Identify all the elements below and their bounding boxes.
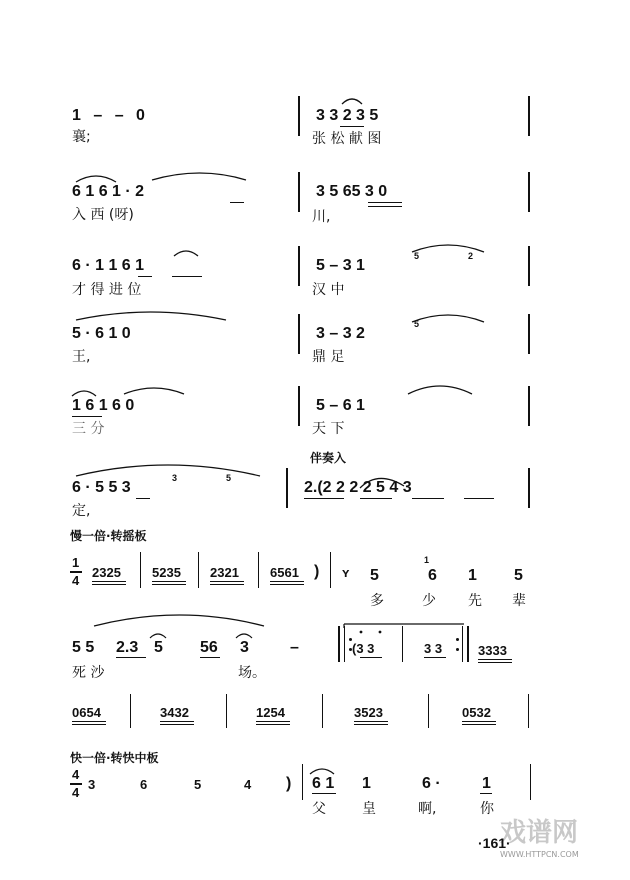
beam-line xyxy=(270,581,304,582)
beam-line xyxy=(462,721,496,722)
note-group: 2.3 xyxy=(116,639,139,656)
beam-line xyxy=(304,498,344,499)
beam-line xyxy=(160,724,194,725)
measure: 3432 xyxy=(160,705,189,720)
row3-notes-left: 6 · 1 1 6 1 xyxy=(72,257,145,274)
lyric: 死 沙 xyxy=(72,665,105,681)
row1-notes-left: 1 – – 0 xyxy=(72,107,145,124)
note: 1 xyxy=(482,775,491,792)
note: – xyxy=(290,639,299,656)
note: 5 xyxy=(514,567,523,584)
note: 1 xyxy=(468,567,477,584)
watermark-logo: 戏谱网 xyxy=(500,818,579,848)
barline xyxy=(530,764,531,800)
lyric: 少 xyxy=(422,593,436,609)
row6-notes-right: 2.(2 2 2 2 5 4 3 xyxy=(304,479,412,496)
lyric: 多 xyxy=(370,593,384,609)
lyric: 场。 xyxy=(238,665,266,681)
page-number: ·161· xyxy=(478,835,511,851)
beam-line xyxy=(270,584,304,585)
lyric: 皇 xyxy=(362,801,376,817)
beam-line xyxy=(92,581,126,582)
barline xyxy=(226,694,227,728)
barline xyxy=(258,552,259,588)
barline xyxy=(402,626,403,662)
note: 5 xyxy=(154,639,163,656)
beam-line xyxy=(354,721,388,722)
beam-line xyxy=(360,657,382,658)
barline xyxy=(130,694,131,728)
note: 3 xyxy=(240,639,249,656)
note: 5 xyxy=(194,777,202,792)
beam-line xyxy=(72,721,106,722)
barline xyxy=(322,694,323,728)
row1-notes-right: 3 3 2 3 5 xyxy=(316,107,379,124)
repeat-dot xyxy=(456,638,459,641)
lyric: 父 xyxy=(312,801,326,817)
section-tempo-label: 快一倍·转快中板 xyxy=(70,751,159,765)
lyric: 先 xyxy=(468,593,482,609)
beam-line xyxy=(412,498,444,499)
watermark-url: WWW.HTTPCN.COM xyxy=(500,850,579,859)
beam-line xyxy=(172,276,202,277)
time-signature-top: 1 xyxy=(72,555,80,570)
beam-line xyxy=(464,498,494,499)
note-group: 6 · xyxy=(422,775,441,792)
measure: 2325 xyxy=(92,565,121,580)
barline xyxy=(198,552,199,588)
barline xyxy=(528,314,530,354)
time-signature-bottom: 4 xyxy=(72,573,80,588)
barline xyxy=(528,694,529,728)
barline xyxy=(286,468,288,508)
measure: 6561 xyxy=(270,565,299,580)
measure: 3333 xyxy=(478,643,507,658)
row2-lyrics-right: 川, xyxy=(312,209,331,225)
beam-line xyxy=(462,724,496,725)
grace-note: 1 xyxy=(424,555,430,565)
barline xyxy=(298,246,300,286)
measure: 2321 xyxy=(210,565,239,580)
close-paren: ) xyxy=(286,775,292,792)
row5-lyrics-right: 天 下 xyxy=(312,421,345,437)
barline xyxy=(462,626,463,662)
barline xyxy=(302,764,303,800)
barline xyxy=(528,468,530,508)
accompaniment-label: 伴奏入 xyxy=(310,451,347,465)
grace-note: 3 xyxy=(172,473,178,483)
note: 6 xyxy=(140,777,148,792)
beam-line xyxy=(354,724,388,725)
row3-notes-right: 5 – 3 1 xyxy=(316,257,365,274)
row4-notes-right: 3 – 3 2 xyxy=(316,325,365,342)
row2-notes-left: 6 1 6 1 · 2 xyxy=(72,183,145,200)
row4-lyrics-right: 鼎 足 xyxy=(312,349,345,365)
barline xyxy=(298,172,300,212)
measure: 0654 xyxy=(72,705,101,720)
repeat-group: 3 3 xyxy=(424,641,443,656)
barline xyxy=(298,96,300,136)
row5-notes-left: 1 6 1 6 0 xyxy=(72,397,135,414)
row1-lyrics-right: 张 松 献 图 xyxy=(312,131,382,147)
grace-note: 5 xyxy=(414,251,420,261)
beam-line xyxy=(92,584,126,585)
lyric: 辈 xyxy=(512,593,526,609)
barline xyxy=(338,626,340,662)
row6-notes-left: 6 · 5 5 3 xyxy=(72,479,131,496)
beam-line xyxy=(200,657,220,658)
beam-line xyxy=(210,581,244,582)
beam-line xyxy=(152,581,186,582)
lyric: 你 xyxy=(480,801,494,817)
beam-line xyxy=(230,202,244,203)
barline xyxy=(528,96,530,136)
grace-note: 5 xyxy=(414,319,420,329)
barline xyxy=(330,552,331,588)
beam-line xyxy=(360,498,392,499)
row6-lyrics-left: 定, xyxy=(72,503,91,519)
grace-note: 2 xyxy=(468,251,474,261)
row3-lyrics-right: 汉 中 xyxy=(312,282,345,298)
beam-line xyxy=(340,126,364,127)
close-paren: ) xyxy=(314,563,320,580)
note: 3 xyxy=(88,777,96,792)
beam-line xyxy=(72,416,102,417)
beam-line xyxy=(368,202,402,203)
beam-line xyxy=(72,724,106,725)
row1-lyrics-left: 襄; xyxy=(72,129,91,145)
note-group: 5 5 xyxy=(72,639,95,656)
beam-line xyxy=(424,657,446,658)
barline xyxy=(528,246,530,286)
beam-line xyxy=(312,793,336,794)
note: 5 xyxy=(370,567,379,584)
row2-lyrics-left: 入 西 (呀) xyxy=(72,207,134,223)
barline xyxy=(298,386,300,426)
beam-line xyxy=(368,206,402,207)
row5-lyrics-left: 三 分 xyxy=(72,421,105,437)
lyric: 啊, xyxy=(418,801,437,817)
time-signature-top: 4 xyxy=(72,767,80,782)
note-group: 56 xyxy=(200,639,218,656)
measure: 5235 xyxy=(152,565,181,580)
beam-line xyxy=(138,276,152,277)
barline xyxy=(528,172,530,212)
measure: 1254 xyxy=(256,705,285,720)
note-group: 6 1 xyxy=(312,775,335,792)
row5-notes-right: 5 – 6 1 xyxy=(316,397,365,414)
barline xyxy=(140,552,141,588)
measure: 3523 xyxy=(354,705,383,720)
note: 1 xyxy=(362,775,371,792)
measure: 0532 xyxy=(462,705,491,720)
barline xyxy=(467,626,469,662)
beam-line xyxy=(210,584,244,585)
row3-lyrics-left: 才 得 进 位 xyxy=(72,282,142,298)
grace-note: 5 xyxy=(226,473,232,483)
barline xyxy=(428,694,429,728)
section-tempo-label: 慢一倍·转摇板 xyxy=(70,529,147,543)
beam-line xyxy=(478,659,512,660)
beam-line xyxy=(256,724,290,725)
time-signature-bottom: 4 xyxy=(72,785,80,800)
beam-line xyxy=(160,721,194,722)
note: 4 xyxy=(244,777,252,792)
barline xyxy=(298,314,300,354)
row4-notes-left: 5 · 6 1 0 xyxy=(72,325,131,342)
repeat-dot xyxy=(456,648,459,651)
beam-line xyxy=(478,662,512,663)
barline xyxy=(344,626,345,662)
beam-line xyxy=(116,657,146,658)
row4-lyrics-left: 王, xyxy=(72,349,91,365)
free-meter-mark: ʏ xyxy=(342,565,350,580)
note: 6 xyxy=(428,567,437,584)
row2-notes-right: 3 5 65 3 0 xyxy=(316,183,388,200)
beam-line xyxy=(480,793,492,794)
beam-line xyxy=(136,498,150,499)
repeat-group: (3 3 xyxy=(352,641,375,656)
barline xyxy=(528,386,530,426)
beam-line xyxy=(152,584,186,585)
beam-line xyxy=(256,721,290,722)
